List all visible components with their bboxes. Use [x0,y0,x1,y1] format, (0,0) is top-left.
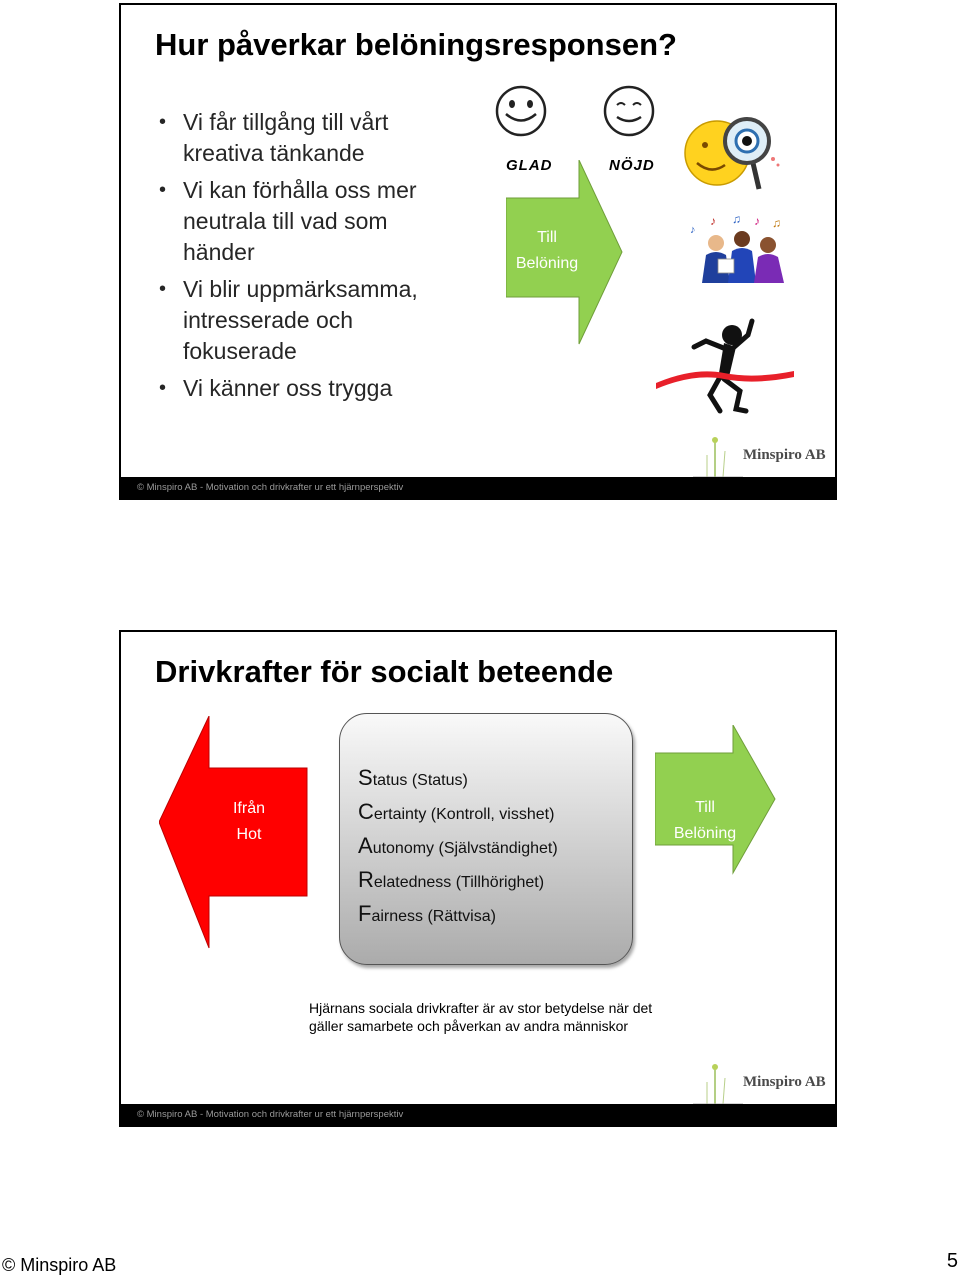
bullet-item: • Vi kan förhålla oss mer neutrala till vad som händer [155,175,455,268]
slide-footer: © Minspiro AB - Motivation och drivkrafter ur ett hjärnperspektiv [121,477,835,498]
svg-text:♪: ♪ [710,214,716,228]
threat-arrow-label [209,796,289,848]
page-number: 5 [946,1250,958,1272]
bullet-item: • Vi känner oss trygga [155,373,455,404]
driver-item: Autonomy (Självständighet) [358,833,558,858]
driver-item: Certainty (Kontroll, visshet) [358,799,555,824]
reward-arrow-label [509,225,585,277]
arrow-label-line: Belöning [515,255,579,272]
slide-title: Hur påverkar belöningsresponsen? [155,27,677,62]
arrow-label-line: Till [695,799,715,816]
reward-arrow-label [665,795,745,847]
arrow-label-line: Ifrån [232,800,265,817]
happy-face-icon [479,85,564,147]
logo-text: Minspiro AB [743,447,826,463]
magnifier-smiley-icon [681,113,786,203]
svg-text:♪: ♪ [690,224,696,236]
slide-1 [119,3,837,500]
driver-item: Status (Status) [358,765,468,790]
driver-item: Relatedness (Tillhörighet) [358,867,545,892]
arrow-label-line: Hot [236,826,262,843]
slide-title: Drivkrafter för socialt beteende [155,654,614,689]
content-face-icon [589,85,669,147]
arrow-label-line: Till [537,229,557,246]
driver-item: Fairness (Rättvisa) [358,901,496,926]
sprout-logo-icon [693,1062,743,1108]
company-logo [687,1062,837,1108]
bullet-list [155,107,455,410]
slide-2 [119,630,837,1127]
slide-footer: © Minspiro AB - Motivation och drivkrafter ur ett hjärnperspektiv [121,1104,835,1125]
page-copyright: © Minspiro AB [2,1255,117,1275]
bullet-item: • Vi blir uppmärksamma, intresserade och fokuserade [155,274,455,367]
arrow-label-line: Belöning [673,825,737,842]
face-label: NÖJD [609,157,655,174]
face-label: GLAD [506,157,553,174]
sprout-logo-icon [693,435,743,481]
slide-note: Hjärnans sociala drivkrafter är av stor betydelse när det gäller samarbete och påverkan av andra människor [309,1000,653,1034]
logo-text: Minspiro AB [743,1074,826,1090]
svg-text:♪: ♪ [754,214,760,228]
bullet-item: • Vi får tillgång till vårt kreativa tänkande [155,107,455,169]
drivers-list [358,762,558,932]
singers-icon [684,213,794,288]
svg-text:♫: ♫ [732,213,741,226]
svg-text:♫: ♫ [772,216,781,230]
runner-icon [654,313,804,418]
drivers-box [339,713,633,965]
company-logo [687,435,837,481]
